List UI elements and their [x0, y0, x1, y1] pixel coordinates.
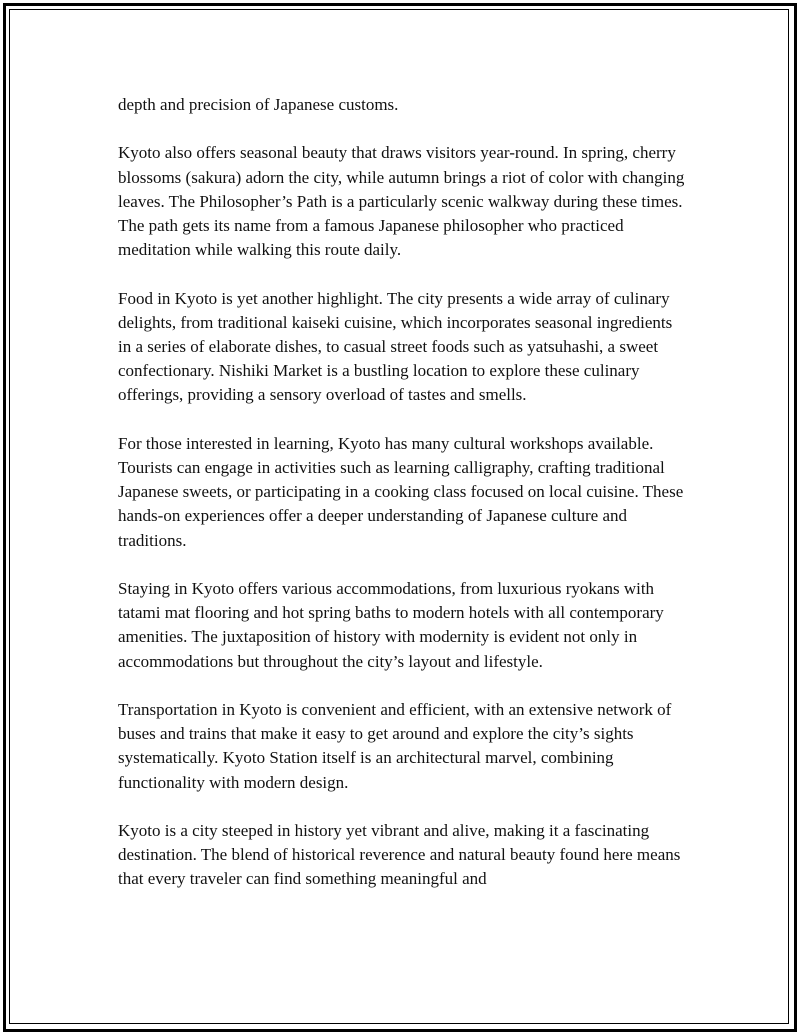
paragraph-workshops: For those interested in learning, Kyoto has many cultural workshops available. Tourists can engage in activities such as learning calligraphy, crafting traditional Japanese sweets, or participating in a cooking class focused on local cuisine. These hands-on experiences offer a deeper understanding of Japanese culture and traditions. — [118, 433, 684, 550]
paragraph-food: Food in Kyoto is yet another highlight. The city presents a wide array of culinary delights, from traditional kaiseki cuisine, which incorporates seasonal ingredients in a series of elaborate dishes, to casual street foods such as yatsuhashi, a sweet confectionary. Nishiki Market is a bustling location to explore these culinary offerings, providing a sensory overload of tastes and smells. — [118, 288, 673, 405]
paragraph-transportation: Transportation in Kyoto is convenient and efficient, with an extensive network of buses and trains that make it easy to get around and explore the city’s sights systematically. Kyoto Station itself is an architectural marvel, combining functionality with modern design. — [118, 700, 672, 792]
paragraph-conclusion: Kyoto is a city steeped in history yet vibrant and alive, making it a fascinating destination. The blend of historical reverence and natural beauty found here means that every traveler can find something meaningful and — [118, 821, 681, 889]
paragraph-continuation: depth and precision of Japanese customs. — [118, 95, 399, 114]
document-body — [118, 93, 688, 892]
paragraph-seasonal-beauty: Kyoto also offers seasonal beauty that draws visitors year-round. In spring, cherry blossoms (sakura) adorn the city, while autumn brings a riot of color with changing leaves. The Philosopher’s Path is a particularly scenic walkway during these times. The path gets its name from a famous Japanese philosopher who practiced meditation while walking this route daily. — [118, 143, 685, 260]
paragraph-accommodations: Staying in Kyoto offers various accommodations, from luxurious ryokans with tatami mat flooring and hot spring baths to modern hotels with all contemporary amenities. The juxtaposition of history with modernity is evident not only in accommodations but throughout the city’s layout and lifestyle. — [118, 579, 664, 671]
